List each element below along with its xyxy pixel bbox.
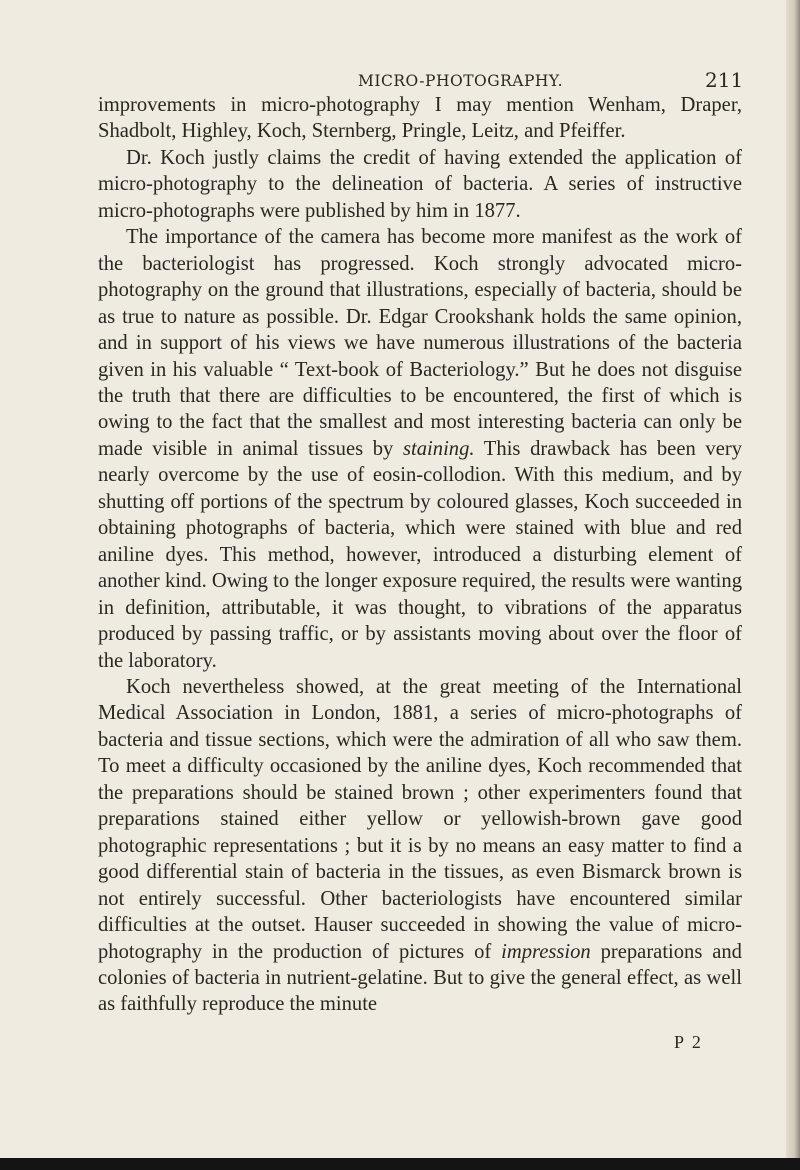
- body-text: [98, 92, 742, 1018]
- emphasis-impression: impression: [501, 940, 591, 963]
- paragraph: [98, 674, 742, 1018]
- paragraph: [98, 145, 742, 224]
- signature-mark: P 2: [674, 1032, 703, 1052]
- running-head: MICRO-PHOTOGRAPHY.: [358, 72, 564, 90]
- page-number: 211: [705, 68, 744, 92]
- paragraph-text: The importance of the camera has become more manifest as the work of the bacteriologist has progressed. Koch strongly advocated micro-photography on the ground that illustrations, especially of bacteria, should be as true to nature as possible. Dr. Edgar Crookshank holds the same opinion, and in support of his views we have numerous illustrations of the bacteria given in his valuable “ Text-book of Bacteriology.” But he does not disguise the truth that there are difficulties to be encountered, the first of which is owing to the fact that the smallest and most interesting bacteria can only be made visible in animal tissues by: [98, 226, 742, 460]
- scan-bottom-edge: [0, 1158, 800, 1170]
- paragraph: [98, 224, 742, 674]
- paragraph-text: preparations and colonies of bacteria in nutrient-gelatine. But to give the general effect, as well as faithfully reproduce the minute: [98, 940, 742, 1016]
- paragraph-text: This drawback has been very nearly overcome by the use of eosin-collodion. With this medium, and by shutting off portions of the spectrum by coloured glasses, Koch succeeded in obtaining photographs of bacteria, which were stained with blue and red aniline dyes. This method, however, introduced a disturbing element of another kind. Owing to the longer exposure required, the results were wanting in definition, attributable, it was thought, to vibrations of the apparatus produced by passing traffic, or by assistants moving about over the floor of the laboratory.: [98, 437, 742, 672]
- paragraph-text: Dr. Koch justly claims the credit of having extended the application of micro-photography to the delineation of bacteria. A series of instructive micro-photographs were published by him in 1877.: [98, 146, 742, 222]
- page-edge-shadow: [786, 0, 800, 1170]
- paragraph-text: Koch nevertheless showed, at the great meeting of the International Medical Association in London, 1881, a series of micro-photographs of bacteria and tissue sections, which were the admiration of all who saw them. To meet a difficulty occasioned by the aniline dyes, Koch recommended that the preparations should be stained brown ; other experimenters found that preparations stained either yellow or yellowish-brown gave good photographic representations ; but it is by no means an easy matter to find a good differential stain of bacteria in the tissues, as even Bismarck brown is not entirely successful. Other bacteriologists have encountered similar difficulties at the outset. Hauser succeeded in showing the value of micro-photography in the production of pictures of: [98, 675, 742, 963]
- paragraph: [98, 92, 742, 145]
- emphasis-staining: staining.: [403, 437, 475, 460]
- paragraph-text: improvements in micro-photography I may mention Wenham, Draper, Shadbolt, Highley, Koch, Sternberg, Pringle, Leitz, and Pfeiffer.: [98, 94, 742, 143]
